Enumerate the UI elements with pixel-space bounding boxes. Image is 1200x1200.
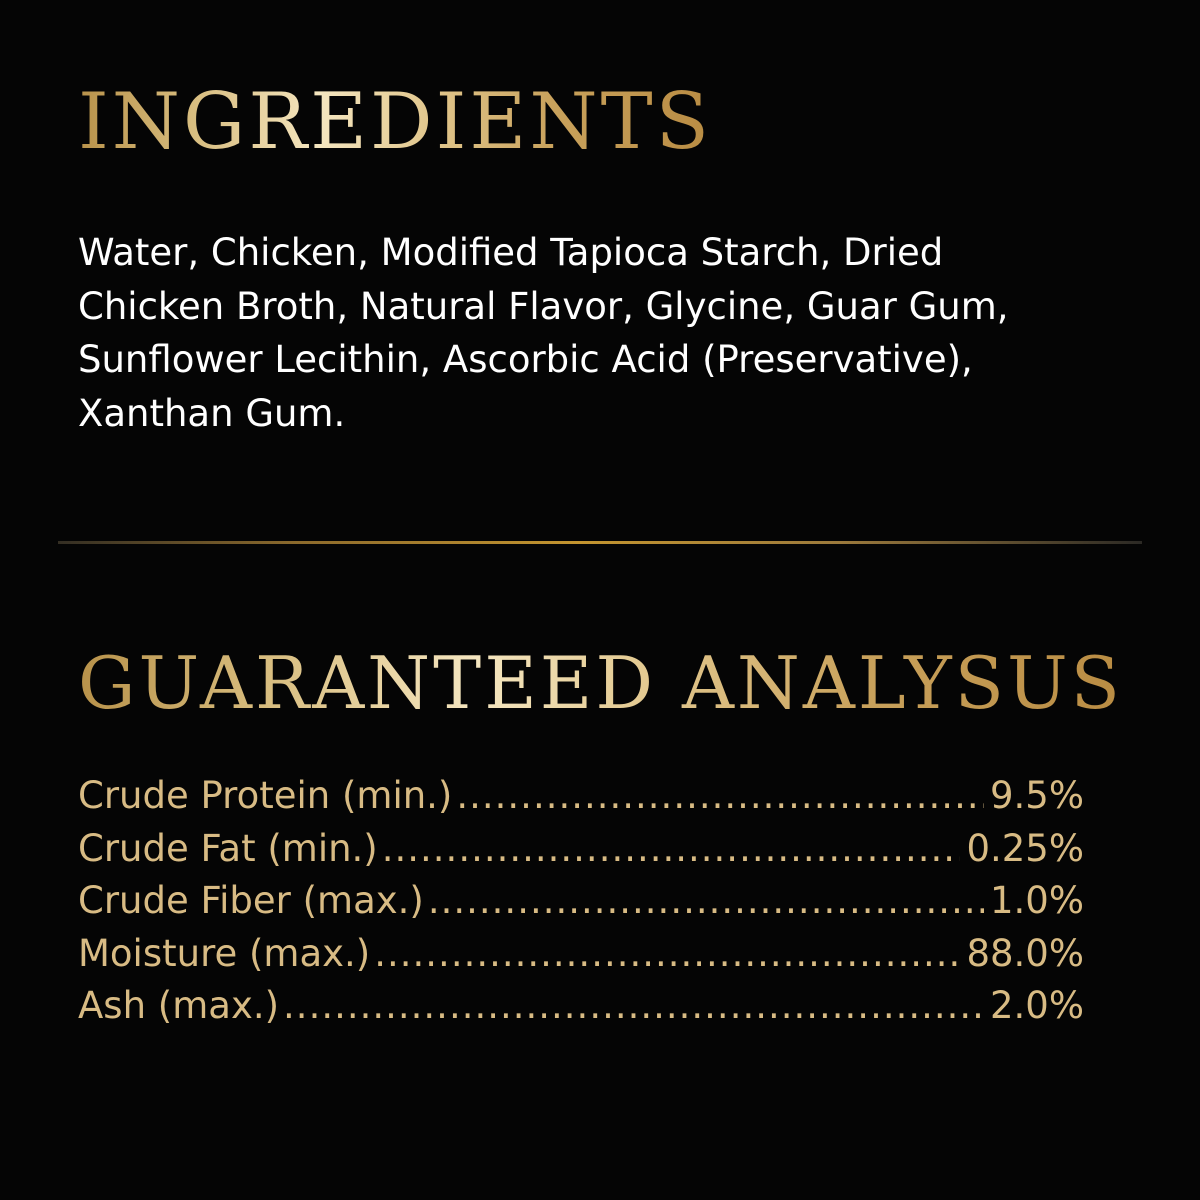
analysis-label: Crude Fiber (max.) <box>78 879 424 922</box>
guaranteed-analysis-list <box>78 770 1084 1033</box>
guaranteed-analysis-heading: GUARANTEED ANALYSUS <box>78 641 1123 725</box>
dot-leader <box>374 928 960 981</box>
section-divider <box>58 541 1142 544</box>
analysis-value: 2.0% <box>990 984 1084 1027</box>
analysis-value: 88.0% <box>966 931 1084 975</box>
analysis-row-moisture <box>78 928 1084 981</box>
analysis-row-ash <box>78 980 1084 1033</box>
analysis-value: 0.25% <box>966 826 1084 870</box>
analysis-row-crude-protein <box>78 770 1084 823</box>
analysis-label: Crude Protein (min.) <box>78 774 453 817</box>
analysis-label: Crude Fat (min.) <box>78 826 378 870</box>
dot-leader <box>283 980 984 1033</box>
analysis-label: Moisture (max.) <box>78 931 371 975</box>
analysis-value: 1.0% <box>990 879 1084 922</box>
ingredients-heading: INGREDIENTS <box>78 77 713 167</box>
dot-leader <box>428 875 984 928</box>
dot-leader <box>456 770 984 823</box>
analysis-value: 9.5% <box>990 774 1084 817</box>
analysis-row-crude-fiber <box>78 875 1084 928</box>
analysis-row-crude-fat <box>78 823 1084 876</box>
analysis-label: Ash (max.) <box>78 984 280 1027</box>
dot-leader <box>382 823 961 876</box>
ingredients-list-text: Water, Chicken, Modified Tapioca Starch, Dried Chicken Broth, Natural Flavor, Glycine, Guar Gum, Sunflower Lecithin, Ascorbic Acid (Preservative), Xanthan Gum. <box>78 231 1009 435</box>
